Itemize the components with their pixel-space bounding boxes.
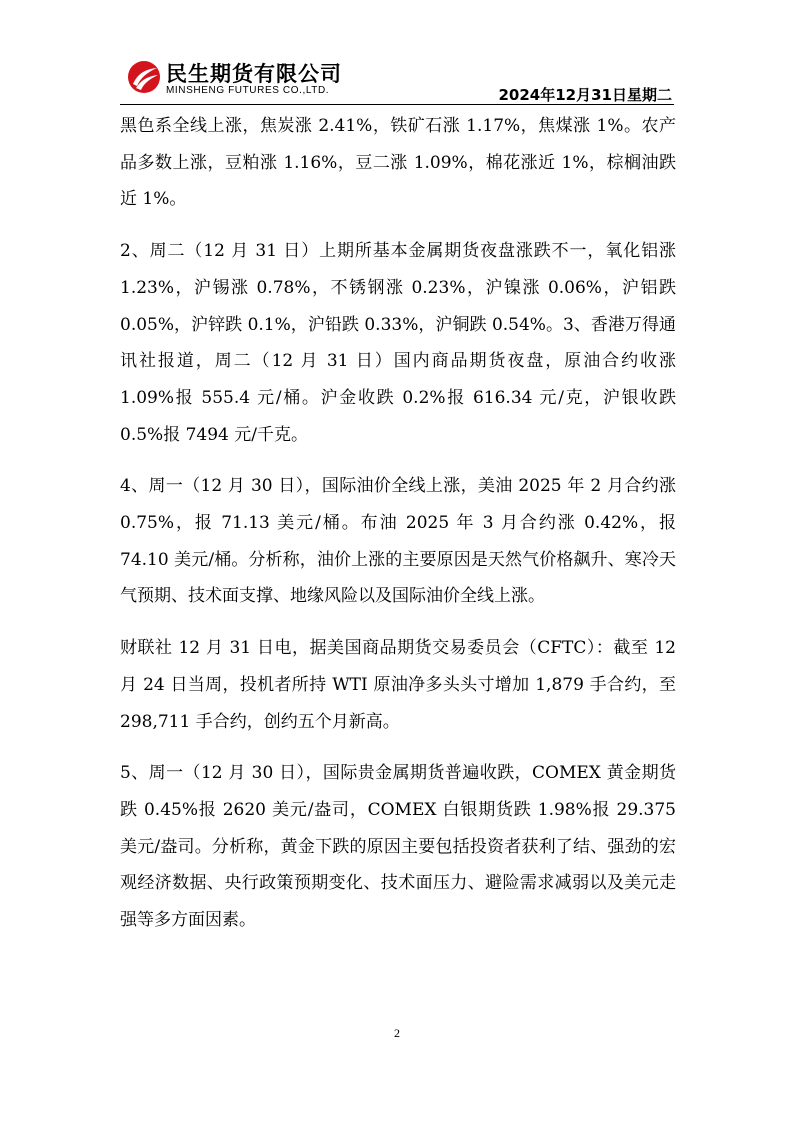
paragraph-4: 财联社 12 月 31 日电，据美国商品期货交易委员会（CFTC）：截至 12 月 24 日当周，投机者所持 WTI 原油净多头头寸增加 1,879 手合约，至 298,711 手合约，创约五个月新高。 [120, 638, 676, 732]
company-name-cn: 民生期货有限公司 [166, 62, 342, 86]
page-number: 2 [394, 1026, 400, 1040]
page-header [0, 0, 794, 110]
paragraph-2: 2、周二（12 月 31 日）上期所基本金属期货夜盘涨跌不一，氧化铝涨 1.23%，沪锡涨 0.78%，不锈钢涨 0.23%，沪镍涨 0.06%，沪铝跌 0.05%，沪锌跌 0.1%，沪铅跌 0.33%，沪铜跌 0.54%。3、香港万得通讯社报道，周二（12 月 31 日）国内商品期货夜盘，原油合约收涨 1.09%报 555.4 元/桶。沪金收跌 0.2%报 616.34 元/克，沪银收跌 0.5%报 7494 元/千克。 [120, 241, 676, 445]
paragraph-5: 5、周一（12 月 30 日），国际贵金属期货普遍收跌，COMEX 黄金期货跌 0.45%报 2620 美元/盎司，COMEX 白银期货跌 1.98%报 29.375 美元/盎司。分析称，黄金下跌的原因主要包括投资者获利了结、强劲的宏观经济数据、央行政策预期变化、技术面压力、避险需求减弱以及美元走强等多方面因素。 [120, 763, 676, 931]
paragraph-gap [120, 740, 676, 755]
header-date: 2024年12月31日星期二 [498, 86, 672, 104]
header-divider [120, 104, 674, 105]
paragraph-gap [120, 218, 676, 233]
document-body [120, 108, 676, 939]
paragraph-3: 4、周一（12 月 30 日），国际油价全线上涨，美油 2025 年 2 月合约涨 0.75%，报 71.13 美元/桶。布油 2025 年 3 月合约涨 0.42%，报 74.10 美元/桶。分析称，油价上涨的主要原因是天然气价格飙升、寒冷天气预期、技术面支撑、地缘风险以及国际油价全线上涨。 [120, 476, 676, 607]
paragraph-gap [120, 615, 676, 630]
minsheng-logo-icon [126, 59, 162, 95]
paragraph-1: 黑色系全线上涨，焦炭涨 2.41%，铁矿石涨 1.17%，焦煤涨 1%。农产品多数上涨，豆粕涨 1.16%，豆二涨 1.09%，棉花涨近 1%，棕榈油跌近 1%。 [120, 116, 676, 210]
paragraph-gap [120, 453, 676, 468]
company-name-en: MINSHENG FUTURES CO.,LTD. [166, 85, 330, 96]
